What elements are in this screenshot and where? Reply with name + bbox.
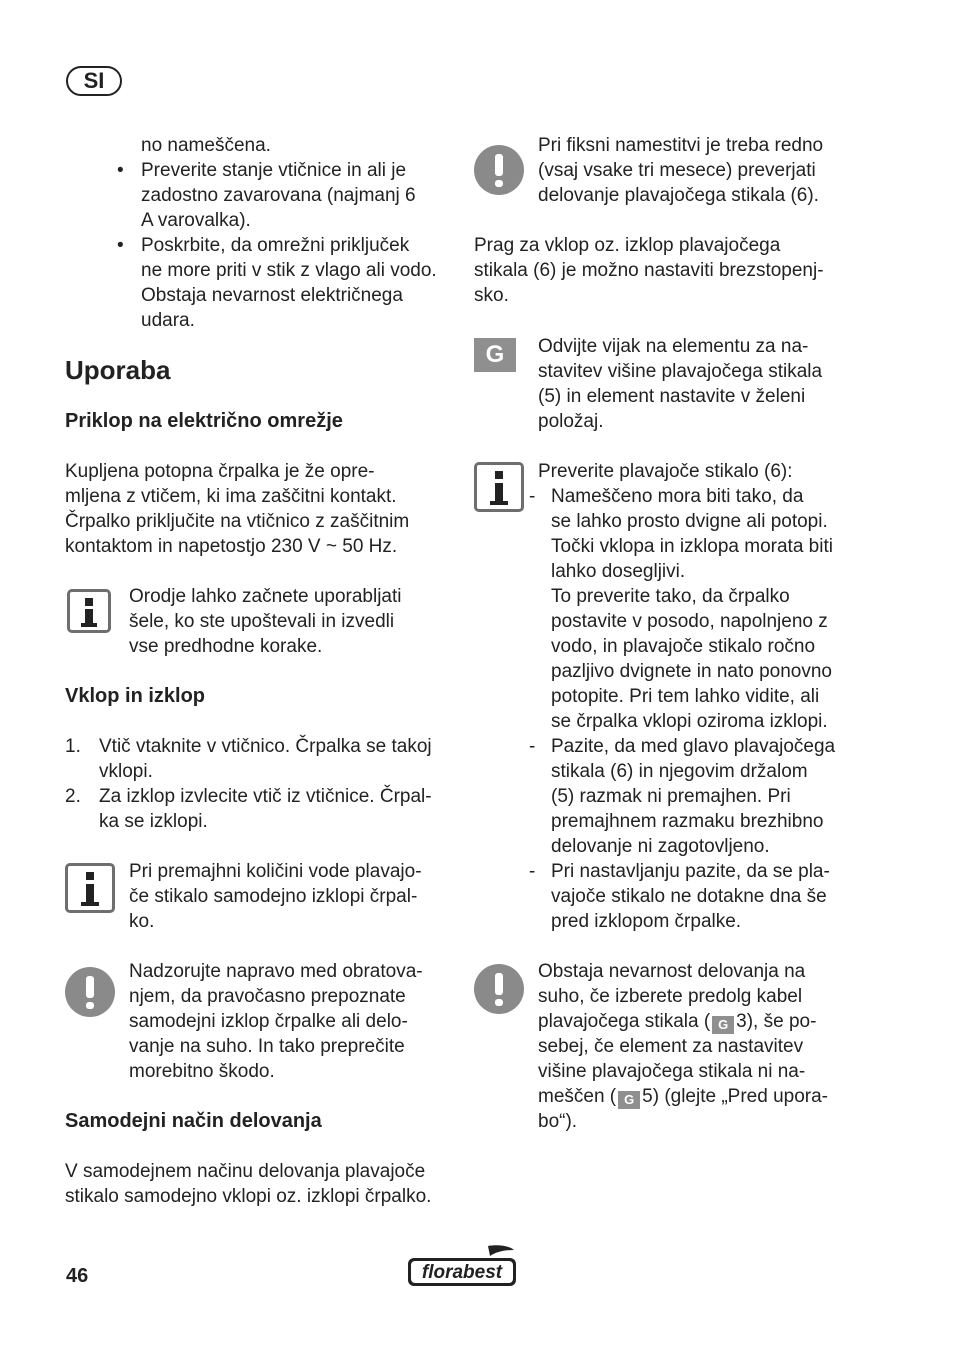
info-item-line: pazljivo dvignete in nato ponovno — [551, 661, 832, 682]
warning-line — [538, 1009, 816, 1034]
step-line: ka se izklopi. — [99, 811, 208, 832]
warning-line: Pri fiksni namestitvi je treba redno — [538, 135, 824, 156]
info-item-line: Točki vklopa in izklopa morata biti — [551, 536, 833, 557]
step-line: vklopi. — [99, 761, 153, 782]
info-item-line: To preverite tako, da črpalko — [551, 586, 790, 607]
note-line: če stikalo samodejno izklopi črpal- — [129, 886, 418, 907]
info-icon — [474, 462, 524, 512]
info-item-line: Pazite, da med glavo plavajočega — [551, 736, 836, 757]
bullet-symbol: • — [117, 160, 124, 181]
paragraph-line: stikala (6) je možno nastaviti brezstopenj- — [474, 260, 824, 281]
logo-text: florabest — [421, 1262, 503, 1283]
warning-line: višine plavajočega stikala ni na- — [538, 1061, 806, 1082]
bullet-1-line: A varovalka). — [141, 210, 251, 231]
florabest-logo — [406, 1244, 518, 1288]
warning-line: Nadzorujte napravo med obratova- — [129, 961, 423, 982]
figure-g-label: G — [474, 338, 516, 372]
warning-line: morebitno škodo. — [129, 1061, 275, 1082]
info-item-line: se črpalka vklopi oziroma izklopi. — [551, 711, 828, 732]
paragraph-line: kontaktom in napetostjo 230 V ~ 50 Hz. — [65, 536, 398, 557]
warning-line: sebej, če element za nastavitev — [538, 1036, 804, 1057]
warning-text: 5) (glejte „Pred upora- — [642, 1086, 829, 1107]
warning-line: suho, če izberete predolg kabel — [538, 986, 803, 1007]
dash-symbol: - — [529, 861, 536, 882]
page-number: 46 — [66, 1265, 89, 1287]
step-line: Za izklop izvlecite vtič iz vtičnice. Črpal- — [99, 786, 432, 807]
figure-g-icon: G — [712, 1016, 734, 1034]
g-step-line: stavitev višine plavajočega stikala — [538, 361, 823, 382]
warning-line: njem, da pravočasno prepoznate — [129, 986, 406, 1007]
g-step-line: položaj. — [538, 411, 604, 432]
warning-text: plavajočega stikala ( — [538, 1011, 711, 1032]
paragraph-line: mljena z vtičem, ki ima zaščitni kontakt. — [65, 486, 397, 507]
info-icon — [65, 863, 115, 913]
bullet-1-line: zadostno zavarovana (najmanj 6 — [141, 185, 416, 206]
info-item-line: pred izklopom črpalke. — [551, 911, 742, 932]
warning-icon — [474, 964, 524, 1014]
info-heading: Preverite plavajoče stikalo (6): — [538, 461, 793, 482]
warning-text: 3), še po- — [736, 1011, 817, 1032]
note-line: vse predhodne korake. — [129, 636, 323, 657]
warning-line: vanje na suho. In tako preprečite — [129, 1036, 405, 1057]
warning-icon — [474, 145, 524, 195]
warning-text: meščen ( — [538, 1086, 617, 1107]
g-step-line: Odvijte vijak na elementu za na- — [538, 336, 809, 357]
info-item-line: postavite v posodo, napolnjeno z — [551, 611, 828, 632]
info-item-line: (5) razmak ni premajhen. Pri — [551, 786, 791, 807]
g-step-line: (5) in element nastavite v želeni — [538, 386, 806, 407]
step-number: 2. — [65, 786, 81, 807]
intro-line: no nameščena. — [141, 135, 271, 156]
language-badge: SI — [66, 66, 122, 96]
heading-uporaba: Uporaba — [65, 355, 171, 385]
heading-priklop: Priklop na električno omrežje — [65, 410, 343, 432]
paragraph-line: stikalo samodejno vklopi oz. izklopi črpalko. — [65, 1186, 432, 1207]
heading-samodejni: Samodejni način delovanja — [65, 1110, 322, 1132]
warning-line: samodejni izklop črpalke ali delo- — [129, 1011, 408, 1032]
warning-line: delovanje plavajočega stikala (6). — [538, 185, 819, 206]
info-item-line: lahko dosegljivi. — [551, 561, 686, 582]
bullet-2-line: Poskrbite, da omrežni priključek — [141, 235, 410, 256]
warning-line: Obstaja nevarnost delovanja na — [538, 961, 806, 982]
warning-icon — [65, 967, 115, 1017]
heading-vklop: Vklop in izklop — [65, 685, 206, 707]
bullet-2-line: udara. — [141, 310, 195, 331]
note-line: Pri premajhni količini vode plavajo- — [129, 861, 422, 882]
bullet-symbol: • — [117, 235, 124, 256]
info-item-line: vodo, in plavajoče stikalo ročno — [551, 636, 816, 657]
dash-symbol: - — [529, 486, 536, 507]
info-item-line: Nameščeno mora biti tako, da — [551, 486, 804, 507]
info-item-line: potopite. Pri tem lahko vidite, ali — [551, 686, 820, 707]
info-icon — [67, 589, 111, 633]
bullet-2-line: ne more priti v stik z vlago ali vodo. — [141, 260, 437, 281]
info-item-line: se lahko prosto dvigne ali potopi. — [551, 511, 828, 532]
bullet-2-line: Obstaja nevarnost električnega — [141, 285, 403, 306]
warning-line — [538, 1084, 828, 1109]
paragraph-line: Prag za vklop oz. izklop plavajočega — [474, 235, 781, 256]
info-item-line: delovanje ni zagotovljeno. — [551, 836, 770, 857]
paragraph-line: Kupljena potopna črpalka je že opre- — [65, 461, 375, 482]
paragraph-line: V samodejnem načinu delovanja plavajoče — [65, 1161, 426, 1182]
step-line: Vtič vtaknite v vtičnico. Črpalka se takoj — [99, 736, 432, 757]
info-item-line: premajhnem razmaku brezhibno — [551, 811, 824, 832]
paragraph-line: sko. — [474, 285, 509, 306]
figure-g-icon: G — [618, 1091, 640, 1109]
info-item-line: stikala (6) in njegovim držalom — [551, 761, 808, 782]
info-item-line: Pri nastavljanju pazite, da se pla- — [551, 861, 830, 882]
warning-line: (vsaj vsake tri mesece) preverjati — [538, 160, 816, 181]
info-item-line: vajoče stikalo ne dotakne dna še — [551, 886, 827, 907]
note-line: ko. — [129, 911, 155, 932]
warning-line: bo“). — [538, 1111, 578, 1132]
bullet-1-line: Preverite stanje vtičnice in ali je — [141, 160, 407, 181]
paragraph-line: Črpalko priključite na vtičnico z zaščitnim — [65, 511, 410, 532]
dash-symbol: - — [529, 736, 536, 757]
note-line: Orodje lahko začnete uporabljati — [129, 586, 402, 607]
step-number: 1. — [65, 736, 81, 757]
note-line: šele, ko ste upoštevali in izvedli — [129, 611, 395, 632]
